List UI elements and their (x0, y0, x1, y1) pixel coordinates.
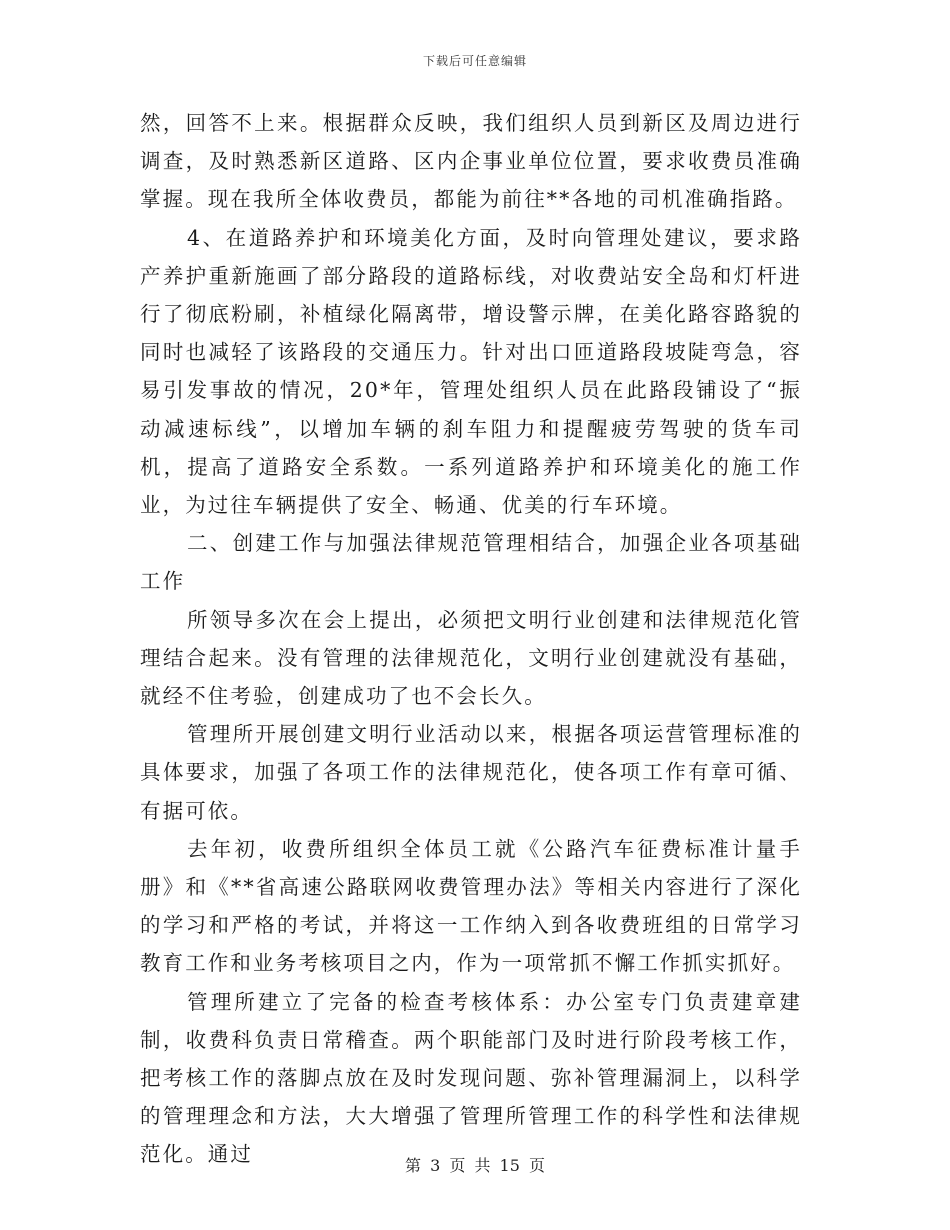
paragraph-5: 管理所开展创建文明行业活动以来，根据各项运营管理标准的具体要求，加强了各项工作的法律规范化，使各项工作有章可循、有据可依。 (140, 722, 802, 823)
section-heading: 二、创建工作与加强法律规范管理相结合，加强企业各项基础工作 (140, 531, 802, 594)
paragraph-4: 所领导多次在会上提出，必须把文明行业创建和法律规范化管理结合起来。没有管理的法律规范化，文明行业创建就没有基础，就经不住考验，创建成功了也不会长久。 (140, 607, 802, 709)
paragraph-2: 4、在道路养护和环境美化方面，及时向管理处建议，要求路产养护重新施画了部分路段的道路标线，对收费站安全岛和灯杆进行了彻底粉刷，补植绿化隔离带，增设警示牌，在美化路容路貌的同时也减轻了该路段的交通压力。针对出口匝道路段坡陡弯急，容易引发事故的情况，20*年，管理处组织人员在此路段铺设了“振动减速标线”，以增加车辆的刹车阻力和提醒疲劳驾驶的货车司机，提高了道路安全系数。一系列道路养护和环境美化的施工作业，为过往车辆提供了安全、畅通、优美的行车环境。 (140, 225, 802, 518)
paragraph-6: 去年初，收费所组织全体员工就《公路汽车征费标准计量手册》和《**省高速公路联网收费管理办法》等相关内容进行了深化的学习和严格的考试，并将这一工作纳入到各收费班组的日常学习教育工作和业务考核项目之内，作为一项常抓不懈工作抓实抓好。 (140, 836, 802, 976)
page-number: 第 3 页 共 15 页 (405, 1156, 545, 1175)
page-header: 下载后可任意编辑 (422, 54, 527, 68)
paragraph-7: 管理所建立了完备的检查考核体系：办公室专门负责建章建制，收费科负责日常稽查。两个职能部门及时进行阶段考核工作，把考核工作的落脚点放在及时发现问题、弥补管理漏洞上，以科学的管理理念和方法，大大增强了管理所管理工作的科学性和法律规范化。通过 (140, 989, 802, 1167)
document-body (140, 104, 802, 1174)
paragraph-1: 然，回答不上来。根据群众反映，我们组织人员到新区及周边进行调查，及时熟悉新区道路、区内企事业单位位置，要求收费员准确掌握。现在我所全体收费员，都能为前往**各地的司机准确指路。 (140, 111, 802, 212)
